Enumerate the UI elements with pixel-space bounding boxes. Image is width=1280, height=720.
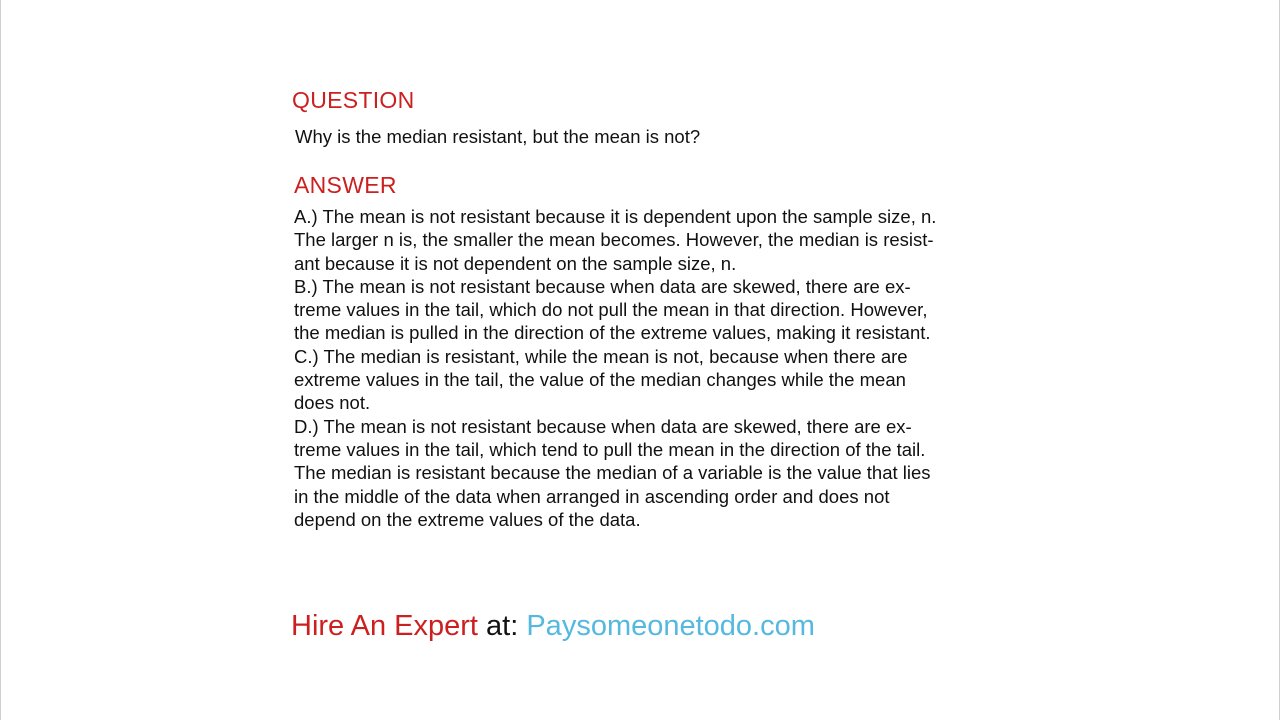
question-text: Why is the median resistant, but the mean is not?	[295, 126, 701, 147]
answer-line: depend on the extreme values of the data.	[294, 508, 641, 530]
answer-line: B.) The mean is not resistant because when data are skewed, there are ex-	[294, 275, 911, 297]
answer-body	[294, 205, 994, 531]
answer-line: The median is resistant because the median of a variable is the value that lies	[294, 462, 931, 484]
answer-line: C.) The median is resistant, while the mean is not, because when there are	[294, 345, 908, 367]
answer-heading: ANSWER	[294, 172, 397, 198]
footer-promo	[291, 610, 815, 643]
answer-line: A.) The mean is not resistant because it is dependent upon the sample size, n.	[294, 206, 937, 227]
answer-line: treme values in the tail, which do not pull the mean in that direction. However,	[294, 299, 928, 321]
answer-line: treme values in the tail, which tend to pull the mean in the direction of the tail.	[294, 438, 926, 460]
answer-line: does not.	[294, 392, 371, 414]
answer-line: the median is pulled in the direction of the extreme values, making it resistant.	[294, 322, 931, 344]
answer-line: D.) The mean is not resistant because when data are skewed, there are ex-	[294, 415, 912, 437]
answer-line: ant because it is not dependent on the sample size, n.	[294, 252, 737, 274]
answer-line: extreme values in the tail, the value of the median changes while the mean	[294, 369, 906, 391]
footer-at-text: at:	[477, 610, 527, 642]
hire-expert-text: Hire An Expert	[291, 610, 478, 642]
website-link[interactable]: Paysomeonetodo.com	[526, 610, 815, 642]
answer-line: The larger n is, the smaller the mean becomes. However, the median is resist-	[294, 229, 934, 251]
answer-line: in the middle of the data when arranged in ascending order and does not	[294, 485, 890, 507]
question-heading: QUESTION	[292, 87, 415, 113]
